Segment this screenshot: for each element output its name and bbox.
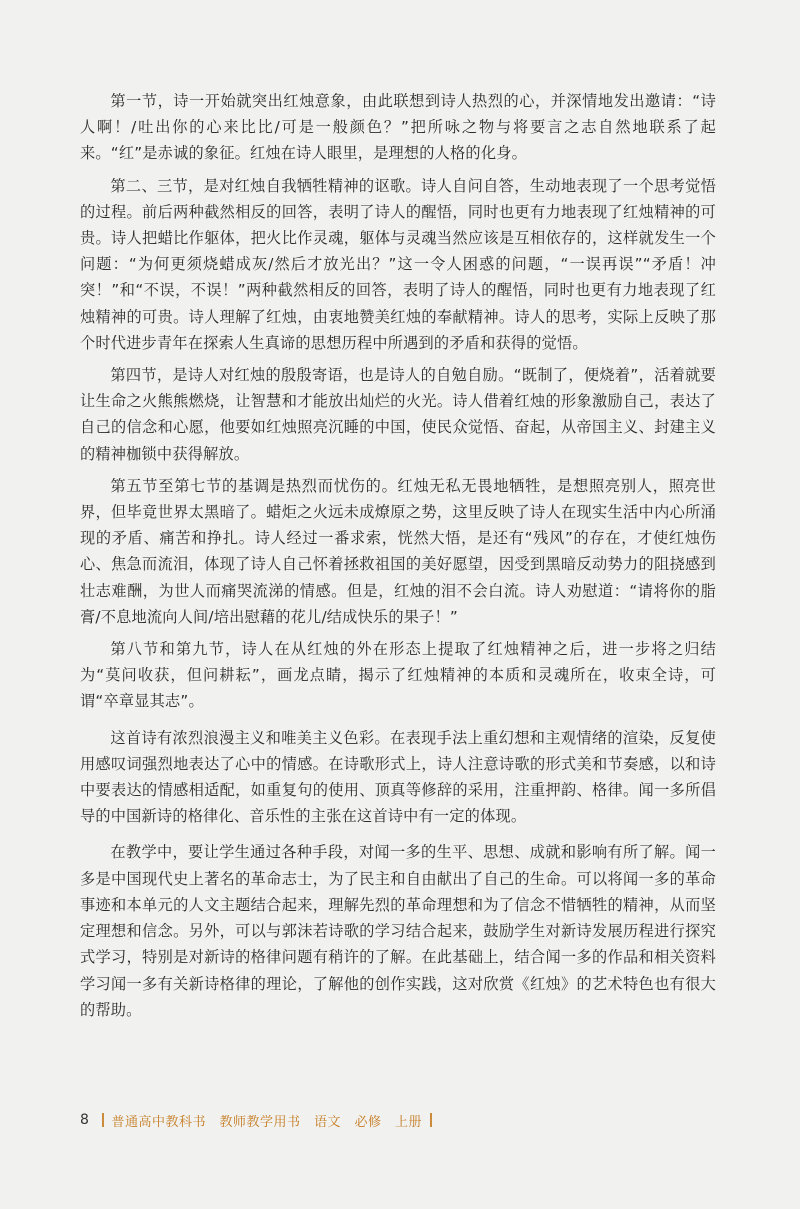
paragraph-teaching-advice: 在教学中，要让学生通过各种手段，对闻一多的生平、思想、成就和影响有所了解。闻一多是中国现代史上著名的革命志士，为了民主和自由献出了自己的生命。可以将闻一多的革命事迹和本单元的人文主题结合起来，理解先烈的革命理想和为了信念不惜牺牲的精神，从而坚定理想和信念。另外，可以与郭沫若诗歌的学习结合起来，鼓励学生对新诗发展历程进行探究式学习，特别是对新诗的格律问题有稍许的了解。在此基础上，结合闻一多的作品和相关资料学习闻一多有关新诗格律的理论，了解他的创作实践，这对欣赏《红烛》的艺术特色也有很大的帮助。: [80, 843, 716, 1019]
body-text: [80, 88, 716, 1029]
page-number: 8: [80, 1112, 89, 1128]
footer-book-title: 普通高中教科书 教师教学用书 语文 必修 上册: [111, 1114, 423, 1130]
paragraph-section-4: 第四节，是诗人对红烛的殷殷寄语，也是诗人的自勉自励。“既制了，便烧着”，活着就要让生命之火熊熊燃烧，让智慧和才能放出灿烂的火光。诗人借着红烛的形象激励自己，表达了自己的信念和心愿，他要如红烛照亮沉睡的中国，使民众觉悟、奋起，从帝国主义、封建主义的精神枷锁中获得解放。: [80, 366, 716, 463]
footer-divider-left: [102, 1113, 104, 1127]
paragraph-style-analysis: 这首诗有浓烈浪漫主义和唯美主义色彩。在表现手法上重幻想和主观情绪的渲染，反复使用感叹词强烈地表达了心中的情感。在诗歌形式上，诗人注意诗歌的形式美和节奏感，以和诗中要表达的情感相适配，如重复句的使用、顶真等修辞的采用，注重押韵、格律。闻一多所倡导的中国新诗的格律化、音乐性的主张在这首诗中有一定的体现。: [80, 728, 716, 826]
page-footer: [80, 1108, 432, 1132]
paragraph-section-5-7: 第五节至第七节的基调是热烈而忧伤的。红烛无私无畏地牺牲，是想照亮别人，照亮世界，但毕竟世界太黑暗了。蜡炬之火远未成燎原之势，这里反映了诗人在现实生活中内心所涌现的矛盾、痛苦和挣扎。诗人经过一番求索，恍然大悟，是还有“残风”的存在，才使红烛伤心、焦急而流泪，体现了诗人自己怀着拯救祖国的美好愿望，因受到黑暗反动势力的阻挠感到壮志难酬，为世人而痛哭流涕的情感。但是，红烛的泪不会白流。诗人劝慰道：“请将你的脂膏/不息地流向人间/培出慰藉的花儿/结成快乐的果子！”: [80, 476, 716, 626]
paragraph-section-2-3: 第二、三节，是对红烛自我牺牲精神的讴歌。诗人自问自答，生动地表现了一个思考觉悟的过程。前后两种截然相反的回答，表明了诗人的醒悟，同时也更有力地表现了红烛精神的可贵。诗人把蜡比作躯体，把火比作灵魂，躯体与灵魂当然应该是互相依存的，这样就发生一个问题：“为何更须烧蜡成灰/然后才放光出？”这一令人困惑的问题，“一误再误”“矛盾！冲突！”和“不误，不误！”两种截然相反的回答，表明了诗人的醒悟，同时也更有力地表现了红烛精神的可贵。诗人理解了红烛，由衷地赞美红烛的奉献精神。诗人的思考，实际上反映了那个时代进步青年在探索人生真谛的思想历程中所遇到的矛盾和获得的觉悟。: [80, 176, 716, 352]
paragraph-section-8-9: 第八节和第九节，诗人在从红烛的外在形态上提取了红烛精神之后，进一步将之归结为“莫问收获，但问耕耘”，画龙点睛，揭示了红烛精神的本质和灵魂所在，收束全诗，可谓“卒章显其志”。: [80, 640, 716, 711]
paragraph-section-1: 第一节，诗一开始就突出红烛意象，由此联想到诗人热烈的心，并深情地发出邀请：“诗人啊！/吐出你的心来比比/可是一般颜色？”把所咏之物与将要言之志自然地联系了起来。“红”是赤诚的象征。红烛在诗人眼里，是理想的人格的化身。: [80, 92, 716, 163]
footer-divider-right: [430, 1113, 432, 1127]
